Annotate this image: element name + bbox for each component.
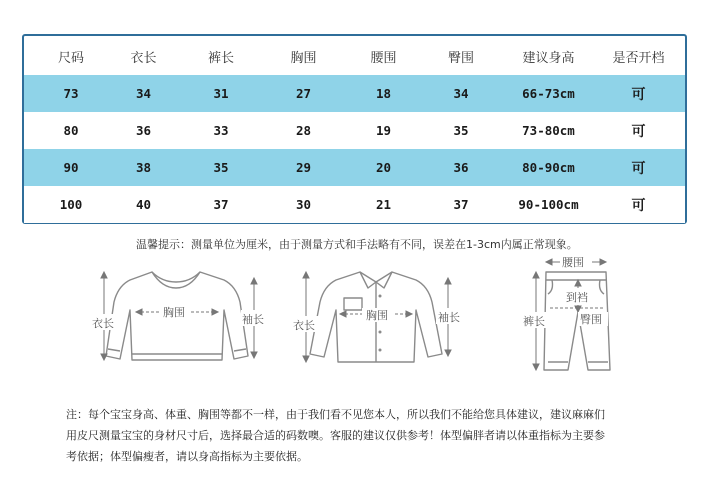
button-shirt-chest-label: 胸围: [366, 309, 388, 322]
table-cell: 20: [375, 160, 392, 175]
table-row: [24, 186, 685, 223]
table-cell: 可: [631, 160, 646, 177]
table-cell: 38: [135, 160, 152, 175]
table-row: [24, 75, 685, 112]
note-line-1: 注：每个宝宝身高、体重、胸围等都不一样，由于我们看不见您本人，所以我们不能给您具体建议，建议麻麻们: [66, 408, 605, 421]
pants-waist-label: 腰围: [562, 256, 584, 269]
header-waist: 腰围: [370, 50, 397, 66]
table-row: [24, 112, 685, 149]
table-cell: 可: [631, 86, 646, 103]
button-shirt-length-label: 衣长: [293, 319, 315, 332]
table-cell: 66-73cm: [522, 86, 575, 101]
table-cell: 35: [453, 123, 469, 138]
table-cell: 90: [63, 160, 79, 175]
header-open-crotch: 是否开档: [612, 50, 665, 66]
tshirt-chest-label: 胸围: [163, 306, 185, 319]
table-cell: 可: [631, 123, 646, 140]
table-cell: 37: [453, 197, 469, 212]
table-cell: 36: [135, 123, 152, 138]
table-cell: 28: [295, 123, 312, 138]
table-cell: 30: [295, 197, 312, 212]
table-cell: 可: [631, 197, 646, 214]
note-line-3: 考依据；体型偏瘦者，请以身高指标为主要依据。: [66, 450, 308, 463]
table-header-row: [24, 37, 685, 75]
header-hip: 臀围: [447, 50, 474, 66]
table-row: [24, 149, 685, 186]
table-cell: 37: [213, 197, 229, 212]
header-size: 尺码: [57, 50, 84, 66]
table-cell: 27: [295, 86, 312, 101]
table-cell: 35: [213, 160, 229, 175]
table-cell: 31: [213, 86, 229, 101]
measurement-tip: 温馨提示：测量单位为厘米，由于测量方式和手法略有不同，误差在1-3cm内属正常现象。: [136, 238, 578, 251]
pants-hip-label: 臀围: [580, 313, 602, 326]
button-shirt-diagram: [290, 258, 465, 373]
table-cell: 36: [453, 160, 469, 175]
size-table: [22, 34, 687, 224]
table-cell: 29: [295, 160, 312, 175]
table-cell: 80-90cm: [522, 160, 575, 175]
header-top-length: 衣长: [130, 50, 157, 66]
table-cell: 80: [63, 123, 79, 138]
measurement-diagrams: [90, 258, 630, 398]
table-cell: 34: [135, 86, 152, 101]
header-suggested-height: 建议身高: [522, 50, 575, 66]
pants-length-label: 裤长: [523, 315, 545, 328]
sizing-note: [66, 404, 676, 467]
table-cell: 90-100cm: [518, 197, 579, 212]
tshirt-length-label: 衣长: [92, 317, 114, 330]
header-pants-length: 裤长: [207, 50, 234, 66]
table-cell: 34: [453, 86, 469, 101]
tshirt-diagram: [90, 258, 264, 373]
header-chest: 胸围: [290, 50, 317, 66]
table-cell: 19: [375, 123, 392, 138]
table-cell: 18: [375, 86, 392, 101]
table-cell: 21: [375, 197, 392, 212]
table-cell: 73: [63, 86, 79, 101]
table-cell: 73-80cm: [522, 123, 575, 138]
pants-diagram: [490, 250, 630, 375]
button-shirt-sleeve-label: 袖长: [438, 311, 460, 324]
pants-crotch-label: 到裆: [566, 291, 588, 304]
table-cell: 33: [213, 123, 229, 138]
note-line-2: 用皮尺测量宝宝的身材尺寸后，选择最合适的码数噢。客服的建议仅供参考！体型偏胖者请以体重指标为主要参: [66, 429, 605, 442]
tshirt-sleeve-label: 袖长: [242, 313, 264, 326]
table-cell: 40: [135, 197, 152, 212]
table-cell: 100: [59, 197, 83, 212]
